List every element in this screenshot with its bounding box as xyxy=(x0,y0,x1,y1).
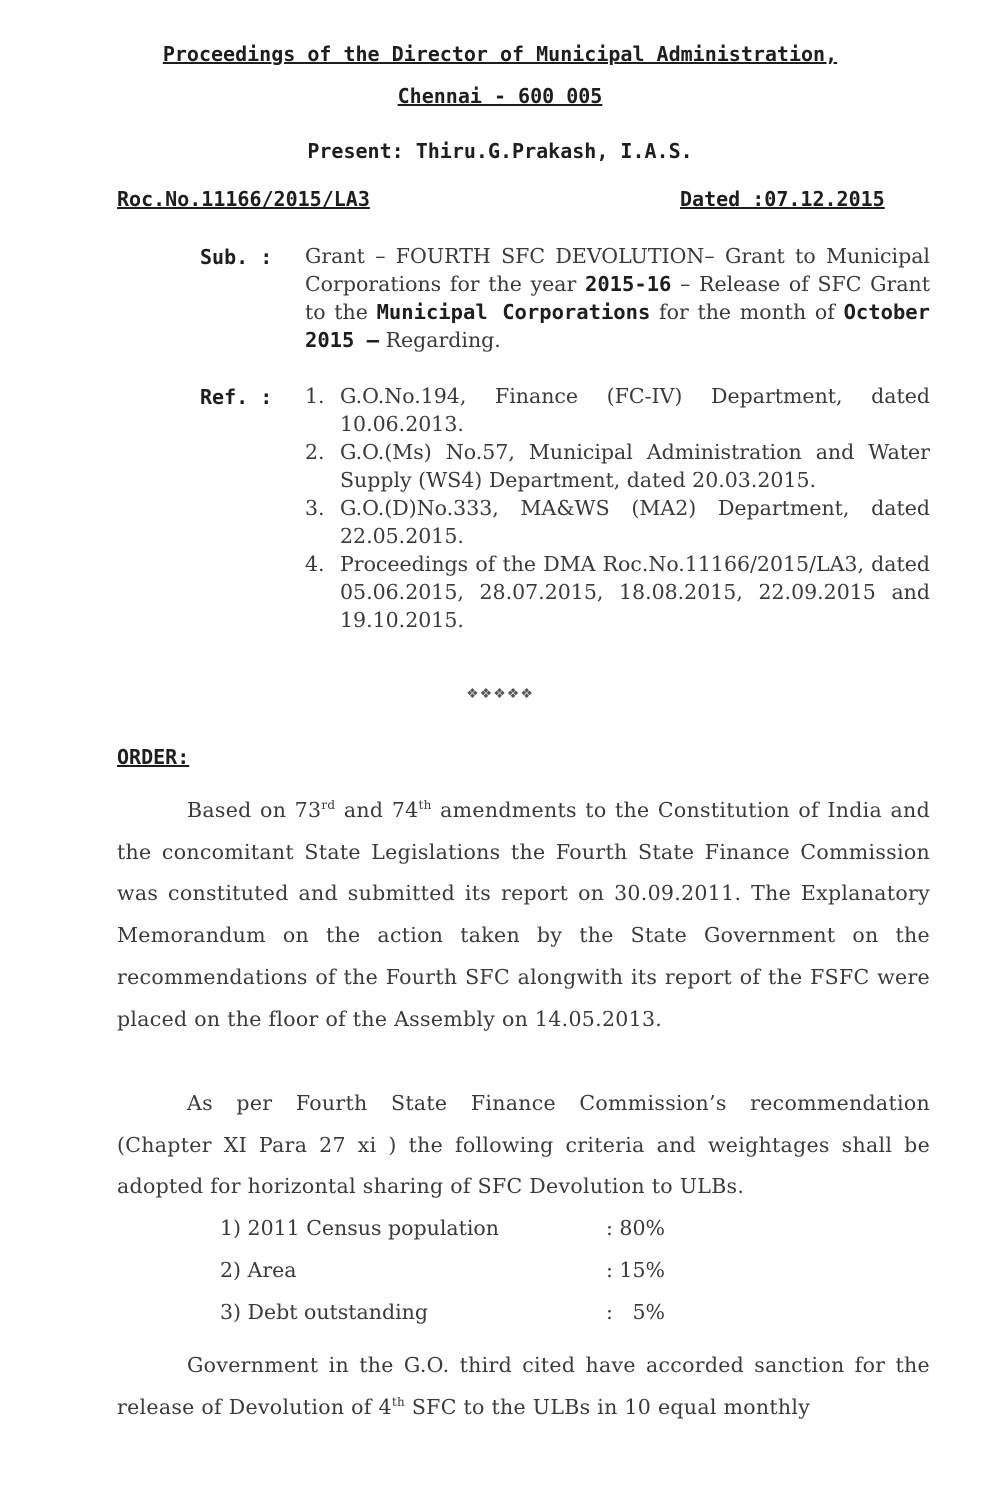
paragraph-text: amendments to the Constitution of India and the concomitant State Legislations the Fourth State Finance Commission was constituted and submitted its report on 30.09.2011. The Explanatory Memorandum on the action taken by the State Government on the recommendations of the Fourth SFC alongwith its report of the FSFC were placed on the floor of the Assembly on 14.05.2013. xyxy=(117,798,930,1031)
header-title-line2: Chennai - 600 005 xyxy=(397,84,603,108)
separator-ornament: ❖❖❖❖❖ xyxy=(466,686,534,702)
present-line: Present: Thiru.G.Prakash, I.A.S. xyxy=(307,139,693,163)
reference-number: 3. xyxy=(305,496,325,520)
criteria-value-area: : 15% xyxy=(606,1258,665,1282)
subject-label: Sub. : xyxy=(200,245,273,269)
roc-number: Roc.No.11166/2015/LA3 xyxy=(117,187,370,211)
superscript: th xyxy=(391,1394,406,1409)
reference-number: 4. xyxy=(305,552,325,576)
criteria-item-population: 1) 2011 Census population xyxy=(220,1216,499,1240)
reference-item xyxy=(305,382,930,438)
subject-corporations: Municipal Corporations xyxy=(376,300,651,324)
paragraph-text: and 74 xyxy=(335,798,419,822)
reference-text: G.O.(Ms) No.57, Municipal Administration and Water Supply (WS4) Department, dated 20.03.2015. xyxy=(340,440,930,492)
subject-month: October 2015 – xyxy=(305,300,930,352)
order-date: Dated :07.12.2015 xyxy=(680,187,885,211)
reference-item xyxy=(305,550,930,634)
reference-list xyxy=(305,382,930,634)
order-paragraph-3 xyxy=(117,1345,930,1428)
subject-text xyxy=(305,242,930,354)
criteria-item-area: 2) Area xyxy=(220,1258,297,1282)
paragraph-text: Government in the G.O. third cited have accorded sanction for the release of Devolution of 4 xyxy=(117,1353,930,1419)
criteria-value-population: : 80% xyxy=(606,1216,665,1240)
superscript: th xyxy=(418,798,432,813)
reference-number: 1. xyxy=(305,384,325,408)
subject-part: – Release of SFC Grant to the xyxy=(305,272,930,324)
paragraph-text: SFC to the ULBs in 10 equal monthly xyxy=(405,1394,811,1419)
superscript: rd xyxy=(321,798,336,813)
criteria-item-debt: 3) Debt outstanding xyxy=(220,1300,428,1324)
order-heading: ORDER: xyxy=(117,745,190,769)
criteria-value-debt: : 5% xyxy=(606,1300,665,1324)
subject-part: Grant – FOURTH SFC DEVOLUTION– Grant to Municipal Corporations for the year xyxy=(305,244,930,296)
reference-number: 2. xyxy=(305,440,325,464)
order-paragraph-1 xyxy=(117,790,930,1040)
subject-year: 2015-16 xyxy=(585,272,672,296)
reference-text: G.O.(D)No.333, MA&WS (MA2) Department, dated 22.05.2015. xyxy=(340,496,930,548)
order-paragraph-2: As per Fourth State Finance Commission’s recommendation (Chapter XI Para 27 xi ) the following criteria and weightages shall be adopted for horizontal sharing of SFC Devolution to ULBs. xyxy=(117,1091,930,1199)
paragraph-text: Based on 73 xyxy=(187,798,322,822)
reference-item xyxy=(305,494,930,550)
reference-text: Proceedings of the DMA Roc.No.11166/2015/LA3, dated 05.06.2015, 28.07.2015, 18.08.2015, 22.09.2015 and 19.10.2015. xyxy=(340,552,930,632)
header-title-line1: Proceedings of the Director of Municipal Administration, xyxy=(162,42,838,66)
reference-text: G.O.No.194, Finance (FC-IV) Department, dated 10.06.2013. xyxy=(340,384,930,436)
reference-item xyxy=(305,438,930,494)
subject-part: Regarding. xyxy=(379,328,501,352)
reference-label: Ref. : xyxy=(200,385,273,409)
subject-part: for the month of xyxy=(650,300,844,324)
